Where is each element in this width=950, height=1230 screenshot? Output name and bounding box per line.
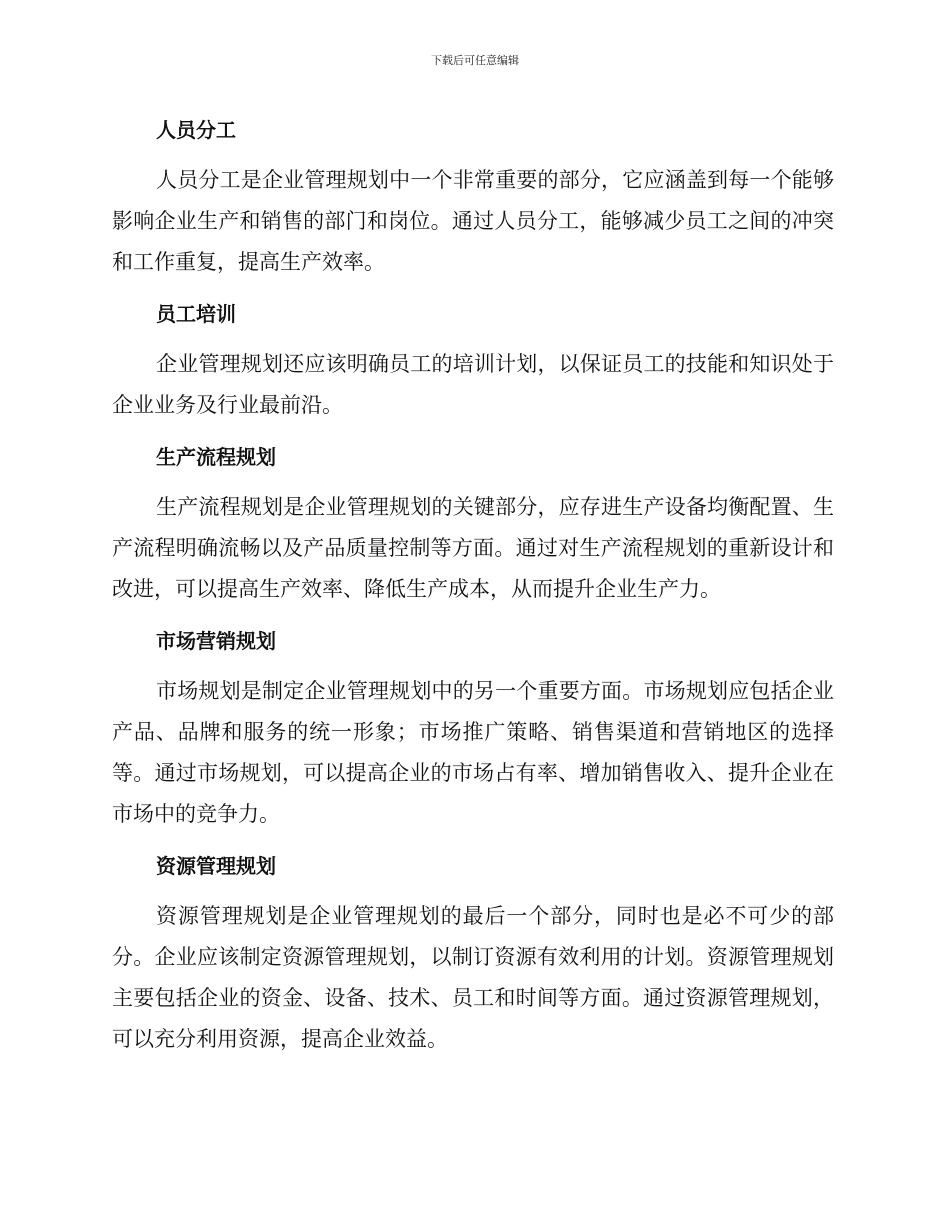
section-heading: 资源管理规划 <box>156 854 276 878</box>
section-paragraph: 企业管理规划还应该明确员工的培训计划，以保证员工的技能和知识处于企业业务及行业最前沿。 <box>112 352 834 417</box>
section-resource-management <box>112 846 834 1060</box>
section-staff-division <box>112 110 834 294</box>
section-marketing <box>112 621 834 846</box>
section-heading: 员工培训 <box>156 302 236 326</box>
page-header-note: 下载后可任意编辑 <box>431 54 519 67</box>
section-paragraph: 人员分工是企业管理规划中一个非常重要的部分，它应涵盖到每一个能够影响企业生产和销售的部门和岗位。通过人员分工，能够减少员工之间的冲突和工作重复，提高生产效率。 <box>112 168 834 274</box>
section-production-process <box>112 437 834 621</box>
section-heading: 生产流程规划 <box>156 445 276 469</box>
section-paragraph: 生产流程规划是企业管理规划的关键部分，应存进生产设备均衡配置、生产流程明确流畅以及产品质量控制等方面。通过对生产流程规划的重新设计和改进，可以提高生产效率、降低生产成本，从而提升企业生产力。 <box>112 495 834 601</box>
section-heading: 市场营销规划 <box>156 629 276 653</box>
section-staff-training <box>112 294 834 437</box>
section-paragraph: 资源管理规划是企业管理规划的最后一个部分，同时也是必不可少的部分。企业应该制定资源管理规划，以制订资源有效利用的计划。资源管理规划主要包括企业的资金、设备、技术、员工和时间等方面。通过资源管理规划，可以充分利用资源，提高企业效益。 <box>112 904 834 1051</box>
section-paragraph: 市场规划是制定企业管理规划中的另一个重要方面。市场规划应包括企业产品、品牌和服务的统一形象；市场推广策略、销售渠道和营销地区的选择等。通过市场规划，可以提高企业的市场占有率、增加销售收入、提升企业在市场中的竞争力。 <box>112 679 834 826</box>
section-heading: 人员分工 <box>156 118 236 142</box>
document-body <box>112 110 834 1060</box>
